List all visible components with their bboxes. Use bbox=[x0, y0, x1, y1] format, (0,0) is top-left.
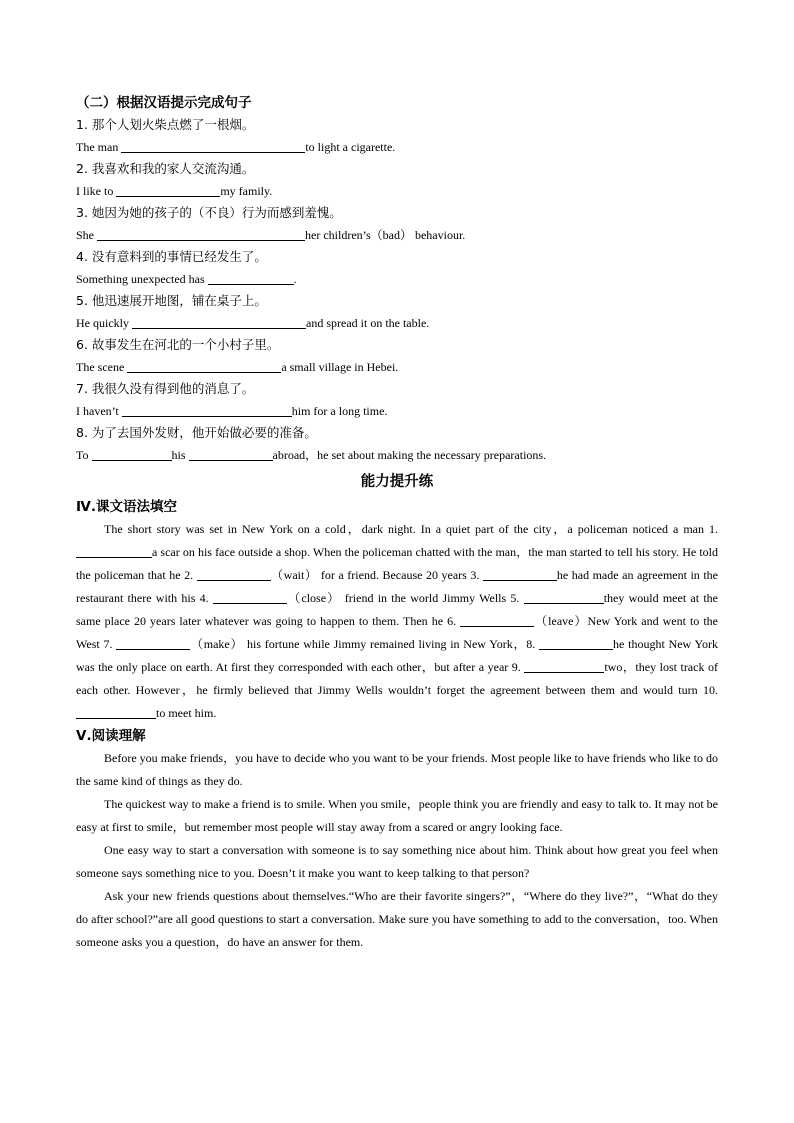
question-5-chinese: 5. 他迅速展开地图，铺在桌子上。 bbox=[76, 293, 267, 308]
q8-blank-2[interactable] bbox=[189, 447, 273, 461]
q2-blank[interactable] bbox=[116, 183, 220, 197]
question-5-english bbox=[76, 312, 718, 334]
q5-prefix: He quickly bbox=[76, 316, 132, 330]
question-7-english bbox=[76, 400, 718, 422]
passage-segment: （leave）New York and went to the West 7. bbox=[76, 614, 718, 651]
blank-10[interactable] bbox=[76, 706, 156, 719]
q6-blank[interactable] bbox=[127, 359, 281, 373]
reading-paragraph-3: One easy way to start a conversation with someone is to say something nice about him. Think about how great you feel when someone says something nice to you. Doesn’t it make you want to keep talking to that person? bbox=[76, 843, 718, 880]
q5-blank[interactable] bbox=[132, 315, 306, 329]
blank-3[interactable] bbox=[483, 568, 557, 581]
q6-prefix: The scene bbox=[76, 360, 128, 374]
passage-segment: he thought New York was the only place on earth. At first they corresponded with each other，but after a year 9. bbox=[76, 637, 718, 674]
question-1-english bbox=[76, 136, 718, 158]
q5-suffix: and spread it on the table. bbox=[306, 316, 430, 330]
q7-prefix: I haven’t bbox=[76, 404, 122, 418]
question-2-chinese: 2. 我喜欢和我的家人交流沟通。 bbox=[76, 161, 255, 176]
question-4-english bbox=[76, 268, 718, 290]
blank-4[interactable] bbox=[213, 591, 287, 604]
q7-suffix: him for a long time. bbox=[291, 404, 388, 418]
advanced-practice-title: 能力提升练 bbox=[360, 474, 434, 490]
blank-7[interactable] bbox=[116, 637, 190, 650]
q3-blank[interactable] bbox=[97, 227, 305, 241]
worksheet-page bbox=[76, 92, 718, 954]
question-6-chinese: 6. 故事发生在河北的一个小村子里。 bbox=[76, 337, 280, 352]
question-6-english bbox=[76, 356, 718, 378]
q1-blank[interactable] bbox=[121, 139, 305, 153]
part4-title: Ⅳ.课文语法填空 bbox=[76, 499, 177, 515]
question-2-english bbox=[76, 180, 718, 202]
question-1-chinese: 1. 那个人划火柴点燃了一根烟。 bbox=[76, 117, 255, 132]
section-title-complete-sentences: （二）根据汉语提示完成句子 bbox=[76, 95, 252, 111]
reading-paragraph-4: Ask your new friends questions about themselves.“Who are their favorite singers?”，“Where do they live?”，“What do they do after school?”are all good questions to start a conversation. Make sure you have something to add to the conversation，too. When someone asks you a question，do have an answer for them. bbox=[76, 889, 718, 949]
blank-9[interactable] bbox=[524, 660, 604, 673]
q4-prefix: Something unexpected has bbox=[76, 272, 208, 286]
q6-suffix: a small village in Hebei. bbox=[281, 360, 399, 374]
reading-paragraph-2: The quickest way to make a friend is to smile. When you smile，people think you are friendly and easy to talk to. It may not be easy at first to smile，but remember most people will stay away from a scared or angry looking face. bbox=[76, 797, 718, 834]
q8-suffix: abroad，he set about making the necessary preparations. bbox=[272, 448, 547, 462]
blank-5[interactable] bbox=[524, 591, 604, 604]
blank-6[interactable] bbox=[460, 614, 534, 627]
q8-prefix: To bbox=[76, 448, 92, 462]
passage-segment: The short story was set in New York on a cold，dark night. In a quiet part of the city，a policeman noticed a man 1. bbox=[104, 522, 718, 536]
blank-1[interactable] bbox=[76, 545, 152, 558]
part5-title: Ⅴ.阅读理解 bbox=[76, 728, 146, 744]
question-8-english bbox=[76, 444, 718, 466]
question-4-chinese: 4. 没有意料到的事情已经发生了。 bbox=[76, 249, 267, 264]
question-7-chinese: 7. 我很久没有得到他的消息了。 bbox=[76, 381, 255, 396]
q8-blank-1[interactable] bbox=[92, 447, 172, 461]
passage-segment: he had made an agreement in the restaurant there with his 4. bbox=[76, 568, 718, 605]
passage-segment: two，they lost track of each other. However，he firmly believed that Jimmy Wells wouldn’t forget the agreement between them and would turn 10. bbox=[76, 660, 718, 697]
q8-middle: his bbox=[171, 448, 189, 462]
q3-prefix: She bbox=[76, 228, 97, 242]
q7-blank[interactable] bbox=[122, 403, 292, 417]
passage-segment: they would meet at the same place 20 years later whatever was going to happen to them. Then he 6. bbox=[76, 591, 718, 628]
passage-segment: to meet him. bbox=[156, 706, 217, 720]
question-3-english bbox=[76, 224, 718, 246]
q3-suffix: her children’s（bad） behaviour. bbox=[305, 228, 466, 242]
q2-suffix: my family. bbox=[220, 184, 273, 198]
reading-paragraph-1: Before you make friends，you have to decide who you want to be your friends. Most people like to have friends who like to do the same kind of things as they do. bbox=[76, 751, 718, 788]
q2-prefix: I like to bbox=[76, 184, 117, 198]
question-3-chinese: 3. 她因为她的孩子的（不良）行为而感到羞愧。 bbox=[76, 205, 342, 220]
q1-prefix: The man bbox=[76, 140, 122, 154]
grammar-fill-passage bbox=[76, 518, 718, 725]
q1-suffix: to light a cigarette. bbox=[305, 140, 396, 154]
passage-segment: （wait） for a friend. Because 20 years 3. bbox=[270, 568, 483, 582]
passage-segment: （close） friend in the world Jimmy Wells 5. bbox=[286, 591, 524, 605]
q4-suffix: . bbox=[293, 272, 297, 286]
question-8-chinese: 8. 为了去国外发财，他开始做必要的准备。 bbox=[76, 425, 317, 440]
q4-blank[interactable] bbox=[208, 271, 294, 285]
blank-2[interactable] bbox=[197, 568, 271, 581]
passage-segment: a scar on his face outside a shop. When the policeman chatted with the man，the man started to tell his story. He told the policeman that he 2. bbox=[76, 545, 718, 582]
blank-8[interactable] bbox=[539, 637, 613, 650]
passage-segment: （make） his fortune while Jimmy remained living in New York，8. bbox=[190, 637, 540, 651]
